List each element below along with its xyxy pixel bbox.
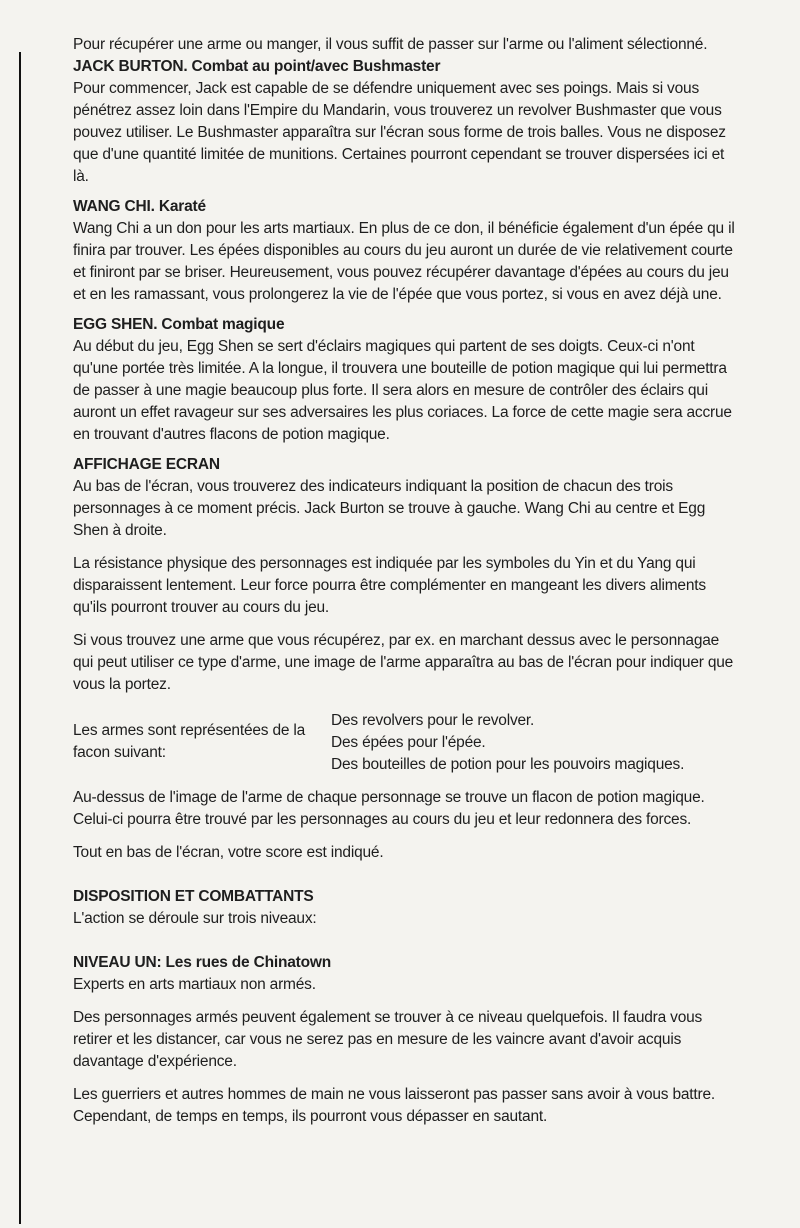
- display-heading: AFFICHAGE ECRAN: [73, 456, 220, 473]
- egg-shen-text: Au début du jeu, Egg Shen se sert d'éclairs magiques qui partent de ses doigts. Ceux-ci n'ont qu'une portée très limitée. A la longue, il trouvera une bouteille de potion magique qui lui permettra de passer à une magie beaucoup plus forte. Il sera alors en mesure de contrôler des éclairs qui auront un effet ravageur sur ses adversaires les plus coriaces. La force de cette magie sera accrue en trouvant d'autres flacons de potion magique.: [73, 338, 732, 443]
- display-paragraph-4: Au-dessus de l'image de l'arme de chaque personnage se trouve un flacon de potion magique. Celui-ci pourra être trouvé par les personnages au cours du jeu et leur redonnera des forces.: [73, 789, 705, 828]
- jack-burton-heading: JACK BURTON. Combat au point/avec Bushmaster: [73, 58, 441, 75]
- wang-chi-heading: WANG CHI. Karaté: [73, 198, 206, 215]
- weapons-intro: Les armes sont représentées de la facon suivant:: [73, 722, 306, 761]
- weapon-item-sword: Des épées pour l'épée.: [331, 734, 486, 751]
- wang-chi-text: Wang Chi a un don pour les arts martiaux. En plus de ce don, il bénéficie également d'un épée qu il finira par trouver. Les épées disponibles au cours du jeu auront un durée de vie relativement courte et finiront par se briser. Heureusement, vous pouvez récupérer davantage d'épées au cours du jeu et en les ramassant, vous prolongerez la vie de l'épée que vous portez, si vous en avez déjà une.: [73, 220, 735, 303]
- level-one-paragraph-2: Des personnages armés peuvent également se trouver à ce niveau quelquefois. Il faudra vous retirer et les distancer, car vous ne serez pas en mesure de les vaincre avant d'avoir acquis davantage d'expérience.: [73, 1009, 703, 1070]
- level-one-heading: NIVEAU UN: Les rues de Chinatown: [73, 954, 331, 971]
- jack-burton-text: Pour commencer, Jack est capable de se défendre uniquement avec ses poings. Mais si vous pénétrez assez loin dans l'Empire du Mandarin, vous trouverez un revolver Bushmaster que vous pouvez utiliser. Le Bushmaster apparaîtra sur l'écran sous forme de trois balles. Vous ne disposez que d'une quantité limitée de munitions. Certaines pourront cependant se trouver dispersées ici et là.: [73, 80, 726, 185]
- display-paragraph-1: Au bas de l'écran, vous trouverez des indicateurs indiquant la position de chacun des trois personnages à ce moment précis. Jack Burton se trouve à gauche. Wang Chi au centre et Egg Shen à droite.: [73, 478, 706, 539]
- manual-page: [73, 34, 743, 1128]
- layout-heading: DISPOSITION ET COMBATTANTS: [73, 888, 314, 905]
- weapon-item-revolver: Des revolvers pour le revolver.: [331, 712, 535, 729]
- display-paragraph-2: La résistance physique des personnages est indiquée par les symboles du Yin et du Yang qui disparaissent lentement. Leur force pourra être complémenter en mangeant les divers aliments qu'ils pourront trouver au cours du jeu.: [73, 555, 706, 616]
- egg-shen-heading: EGG SHEN. Combat magique: [73, 316, 285, 333]
- page-fold-line: [19, 52, 21, 1224]
- level-one-text: Experts en arts martiaux non armés.: [73, 976, 316, 993]
- weapon-item-potion: Des bouteilles de potion pour les pouvoirs magiques.: [331, 756, 685, 773]
- intro-paragraph: Pour récupérer une arme ou manger, il vous suffit de passer sur l'arme ou l'aliment sélectionné.: [73, 36, 708, 53]
- display-paragraph-5: Tout en bas de l'écran, votre score est indiqué.: [73, 844, 384, 861]
- level-one-paragraph-3: Les guerriers et autres hommes de main ne vous laisseront pas passer sans avoir à vous battre. Cependant, de temps en temps, ils pourront vous dépasser en sautant.: [73, 1086, 716, 1125]
- display-paragraph-3: Si vous trouvez une arme que vous récupérez, par ex. en marchant dessus avec le personnagae qui peut utiliser ce type d'arme, une image de l'arme apparaîtra au bas de l'écran pour indiquer que vous la portez.: [73, 632, 734, 693]
- weapons-list: [73, 710, 743, 776]
- layout-text: L'action se déroule sur trois niveaux:: [73, 910, 317, 927]
